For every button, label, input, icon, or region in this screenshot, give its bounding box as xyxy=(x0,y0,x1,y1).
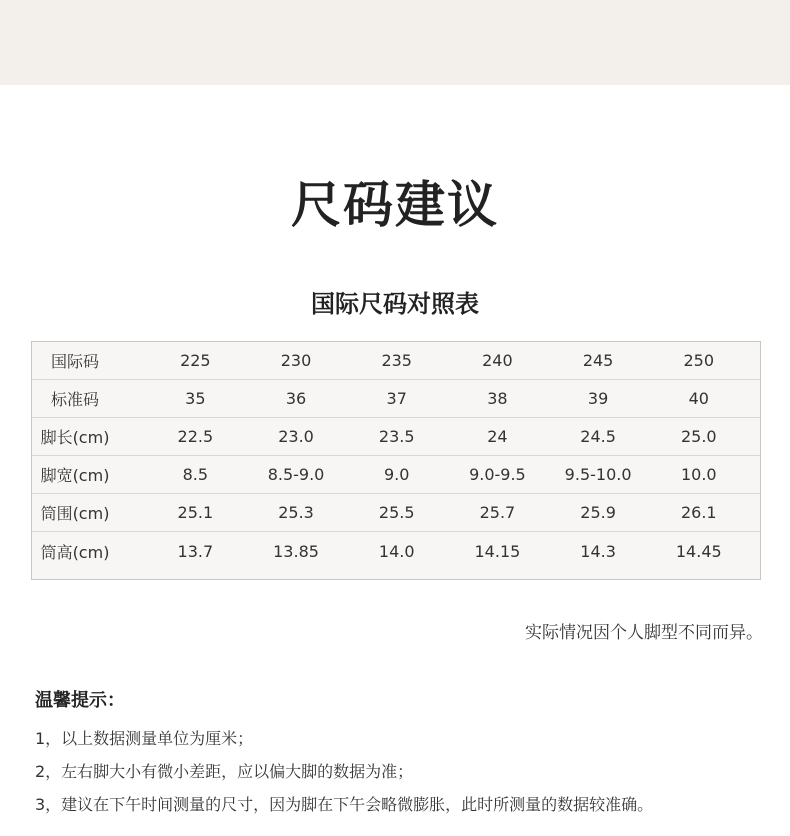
table-cell: 13.85 xyxy=(273,541,319,561)
table-cell: 25.0 xyxy=(680,427,717,446)
table-cell: 23.0 xyxy=(278,427,314,446)
tip-item: 1，以上数据测量单位为厘米； xyxy=(35,729,254,748)
table-cell: 14.15 xyxy=(474,541,521,561)
table-cell: 9.5-10.0 xyxy=(564,465,632,484)
table-cell: 14.45 xyxy=(675,541,722,561)
table-cell: 250 xyxy=(683,351,715,370)
table-cell: 37 xyxy=(386,389,407,408)
table-cell: 14.0 xyxy=(378,541,415,561)
table-row-standard xyxy=(32,380,760,418)
top-banner xyxy=(0,0,790,85)
table-cell: 25.5 xyxy=(378,503,415,522)
table-cell: 24.5 xyxy=(580,427,616,446)
table-cell: 240 xyxy=(482,351,513,370)
row-label: 脚宽(cm) xyxy=(40,466,110,485)
table-cell: 14.3 xyxy=(580,541,616,561)
row-label: 标准码 xyxy=(50,390,99,409)
tips-heading: 温馨提示： xyxy=(35,690,125,711)
table-cell: 9.0 xyxy=(383,465,410,484)
page-title: 尺码建议 xyxy=(291,176,499,234)
table-row-foot-length xyxy=(32,418,760,456)
table-cell: 25.7 xyxy=(479,503,516,522)
table-cell: 26.1 xyxy=(680,503,717,522)
table-cell: 25.9 xyxy=(580,503,616,522)
table-cell: 40 xyxy=(688,389,709,408)
table-cell: 9.0-9.5 xyxy=(469,465,526,484)
table-cell: 25.3 xyxy=(278,503,314,522)
row-label: 国际码 xyxy=(50,352,99,371)
tip-item: 3，建议在下午时间测量的尺寸，因为脚在下午会略微膨胀，此时所测量的数据较准确。 xyxy=(35,795,654,814)
row-label: 筒围(cm) xyxy=(40,504,110,523)
table-cell: 36 xyxy=(285,389,307,408)
table-cell: 23.5 xyxy=(378,427,415,446)
fit-note: 实际情况因个人脚型不同而异。 xyxy=(525,623,763,643)
table-cell: 38 xyxy=(487,389,508,408)
tip-item: 2，左右脚大小有微小差距，应以偏大脚的数据为准； xyxy=(35,762,414,781)
table-row-shaft-height xyxy=(32,532,760,570)
row-label: 脚长(cm) xyxy=(40,428,110,447)
row-label: 筒高(cm) xyxy=(40,542,110,562)
size-chart-table xyxy=(31,341,761,580)
table-cell: 235 xyxy=(381,351,412,370)
table-row-foot-width xyxy=(32,456,760,494)
table-row-international xyxy=(32,342,760,380)
table-cell: 39 xyxy=(587,389,609,408)
table-cell: 225 xyxy=(180,351,211,370)
table-cell: 22.5 xyxy=(177,427,214,446)
table-cell: 8.5 xyxy=(182,465,209,484)
table-cell: 24 xyxy=(487,427,508,446)
table-cell: 25.1 xyxy=(177,503,214,522)
table-subtitle: 国际尺码对照表 xyxy=(311,290,479,318)
table-cell: 35 xyxy=(185,389,206,408)
table-cell: 10.0 xyxy=(680,465,717,484)
table-row-shaft-circumference xyxy=(32,494,760,532)
table-cell: 230 xyxy=(280,351,312,370)
table-cell: 13.7 xyxy=(177,541,214,561)
table-cell: 8.5-9.0 xyxy=(267,465,325,484)
table-cell: 245 xyxy=(582,351,614,370)
